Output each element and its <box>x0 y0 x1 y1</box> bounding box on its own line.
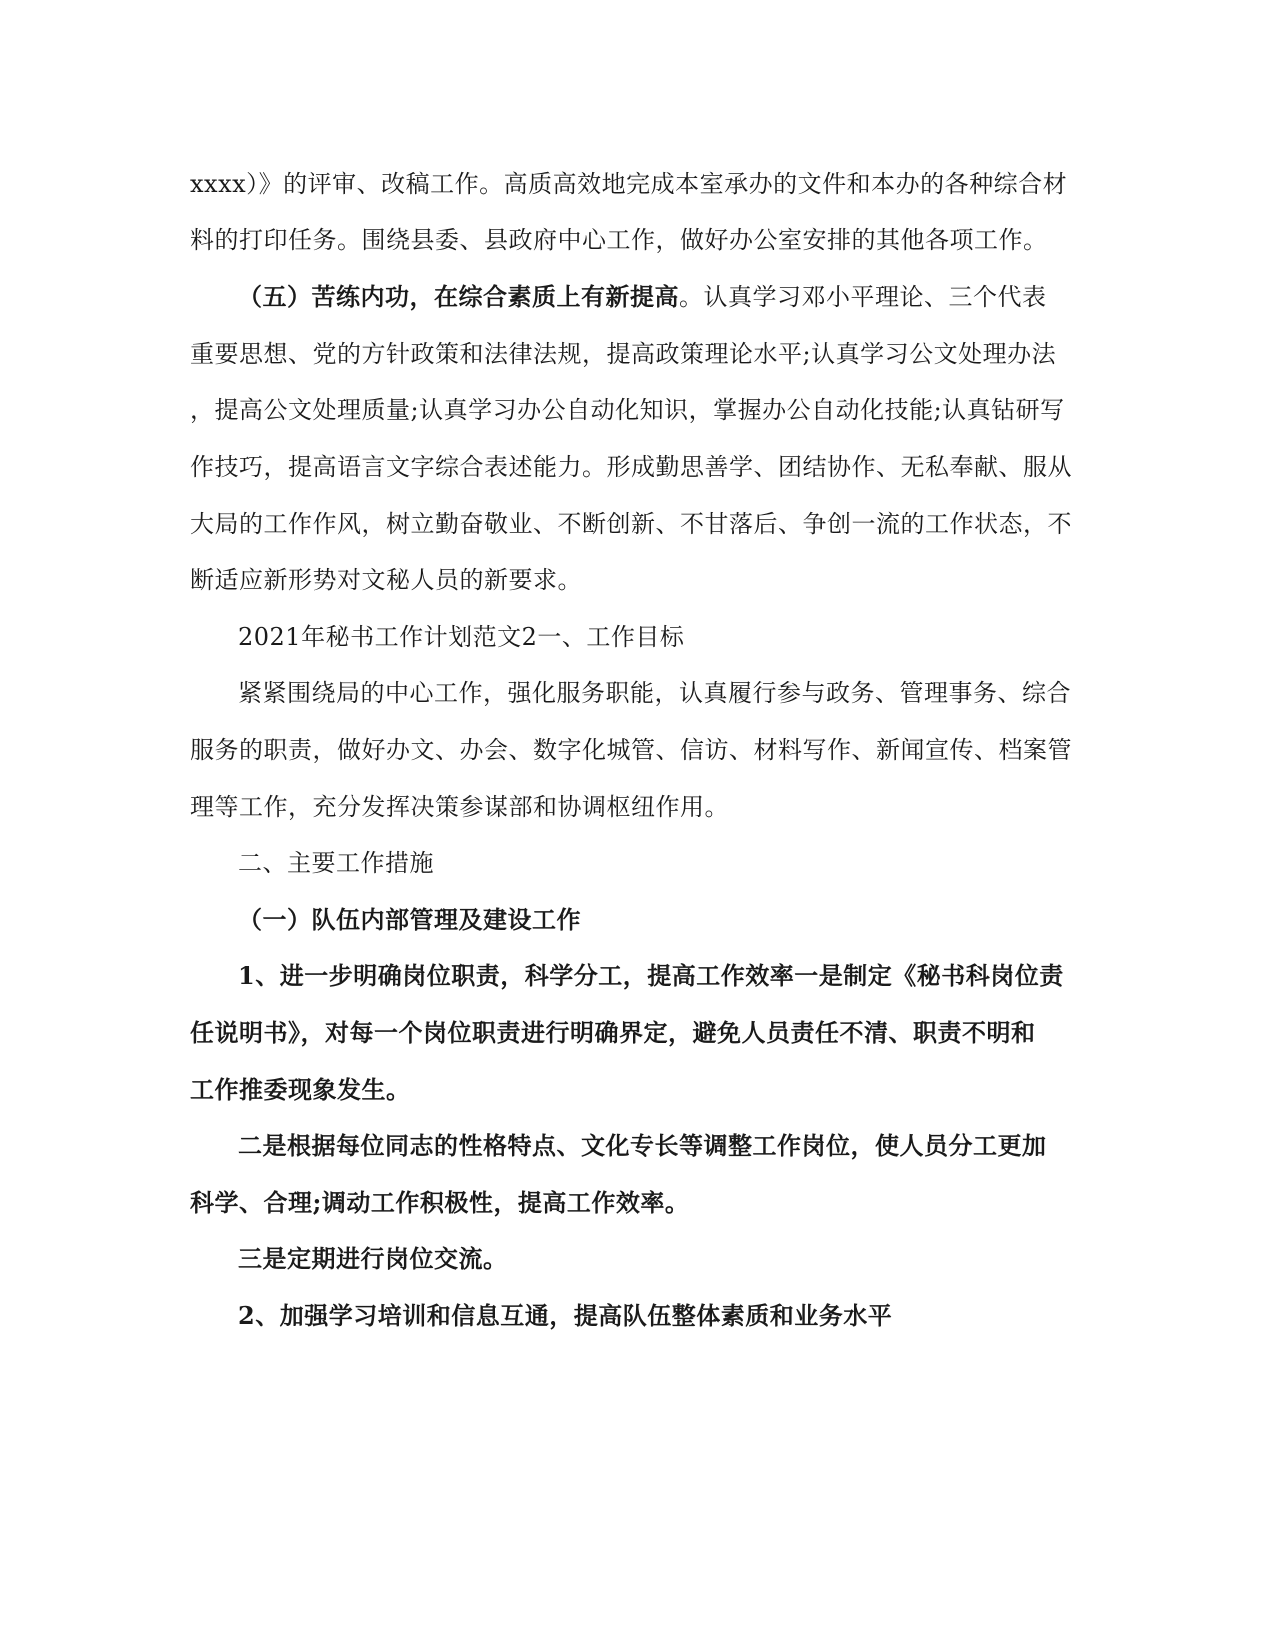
paragraph-1-line-1: xxxx）》的评审、改稿工作。高质高效地完成本室承办的文件和本办的各种综合材 <box>190 170 1068 198</box>
paragraph-10: 2、加强学习培训和信息互通，提高队伍整体素质和业务水平 <box>238 1301 893 1330</box>
paragraph-1-line-2: 料的打印任务。围绕县委、县政府中心工作，做好办公室安排的其他各项工作。 <box>190 226 1048 254</box>
paragraph-2-line-3: ，提高公文处理质量;认真学习办公自动化知识，掌握办公自动化技能;认真钻研写 <box>190 396 1065 424</box>
paragraph-9: 三是定期进行岗位交流。 <box>238 1244 508 1273</box>
section-heading-measures: 二、主要工作措施 <box>238 849 434 877</box>
paragraph-2-line-4: 作技巧，提高语言文字综合表述能力。形成勤思善学、团结协作、无私奉献、服从 <box>190 453 1072 481</box>
paragraph-7-line-2: 任说明书》，对每一个岗位职责进行明确界定，避免人员责任不清、职责不明和 <box>190 1018 1036 1047</box>
paragraph-4-line-2: 服务的职责，做好办文、办会、数字化城管、信访、材料写作、新闻宣传、档案管 <box>190 736 1072 764</box>
paragraph-7-line-1: 1、进一步明确岗位职责，科学分工，提高工作效率一是制定《秘书科岗位责 <box>238 961 1064 990</box>
paragraph-2-line-2: 重要思想、党的方针政策和法律法规，提高政策理论水平;认真学习公文处理办法 <box>190 340 1057 368</box>
section-heading-team-management: （一）队伍内部管理及建设工作 <box>238 905 581 934</box>
paragraph-2-line-6: 断适应新形势对文秘人员的新要求。 <box>190 566 582 594</box>
paragraph-8-line-1: 二是根据每位同志的性格特点、文化专长等调整工作岗位，使人员分工更加 <box>238 1131 1047 1160</box>
paragraph-8-line-2: 科学、合理;调动工作积极性，提高工作效率。 <box>190 1188 690 1217</box>
section-heading-five: （五）苦练内功，在综合素质上有新提高 <box>238 282 679 311</box>
paragraph-2-line-5: 大局的工作作风，树立勤奋敬业、不断创新、不甘落后、争创一流的工作状态，不 <box>190 510 1072 538</box>
paragraph-4-line-1: 紧紧围绕局的中心工作，强化服务职能，认真履行参与政务、管理事务、综合 <box>238 679 1071 707</box>
plan-title: 2021年秘书工作计划范文2一、工作目标 <box>238 623 685 651</box>
paragraph-7-line-3: 工作推委现象发生。 <box>190 1075 411 1104</box>
paragraph-2-line-1-rest: 。认真学习邓小平理论、三个代表 <box>679 283 1047 311</box>
paragraph-4-line-3: 理等工作，充分发挥决策参谋部和协调枢纽作用。 <box>190 793 729 821</box>
paragraph-2-line-1 <box>238 281 1138 313</box>
